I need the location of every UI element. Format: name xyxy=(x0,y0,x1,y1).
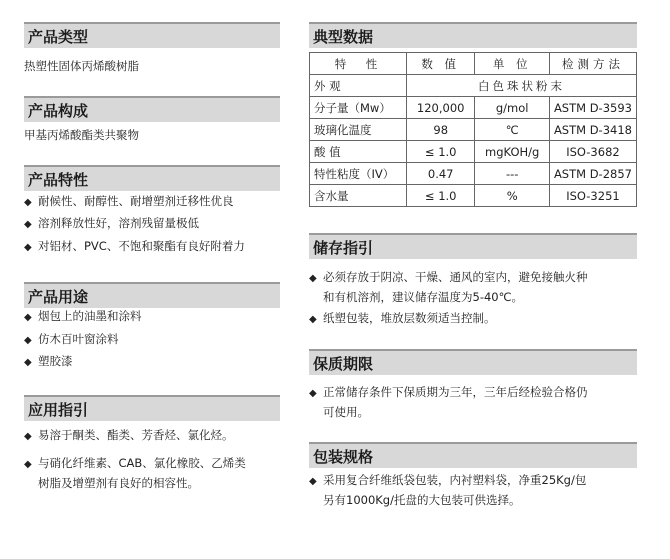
shelf-life-heading: 保质期限 xyxy=(309,349,637,375)
table-cell: ASTM D-3593 xyxy=(549,97,636,119)
shelf-life-item: ◆ 正常储存条件下保质期为三年，三年后经检验合格仍 可使用。 xyxy=(309,385,588,419)
diamond-bullet-icon: ◆ xyxy=(24,242,32,253)
table-cell: 分子量（Mw） xyxy=(310,97,407,119)
table-row xyxy=(310,163,637,185)
diamond-bullet-icon: ◆ xyxy=(24,357,32,368)
typical-data-table xyxy=(309,52,637,207)
table-header-row xyxy=(310,53,637,75)
diamond-bullet-icon: ◆ xyxy=(309,314,317,325)
table-cell: ASTM D-2857 xyxy=(549,163,636,185)
table-row xyxy=(310,97,637,119)
uses-heading: 产品用途 xyxy=(24,282,280,308)
diamond-bullet-icon: ◆ xyxy=(24,197,32,208)
guide-item: ◆ 易溶于酮类、酯类、芳香烃、氯化烃。 xyxy=(24,426,234,446)
table-cell: ISO-3682 xyxy=(549,141,636,163)
table-cell: 玻璃化温度 xyxy=(310,119,407,141)
guide-item: ◆ 与硝化纤维素、CAB、氯化橡胶、乙烯类 树脂及增塑剂有良好的相容性。 xyxy=(24,456,246,490)
guide-heading: 应用指引 xyxy=(24,395,280,421)
table-cell: ISO-3251 xyxy=(549,185,636,207)
table-cell: 0.47 xyxy=(406,163,474,185)
packing-heading: 包装规格 xyxy=(309,442,637,468)
table-cell: g/mol xyxy=(475,97,550,119)
diamond-bullet-icon: ◆ xyxy=(309,388,317,399)
table-row xyxy=(310,141,637,163)
table-cell: ℃ xyxy=(475,119,550,141)
product-type-heading: 产品类型 xyxy=(24,22,280,48)
product-type-text: 热塑性固体丙烯酸树脂 xyxy=(24,59,139,73)
table-cell: 120,000 xyxy=(406,97,474,119)
composition-text: 甲基丙烯酸酯类共聚物 xyxy=(24,128,139,142)
table-row xyxy=(310,75,637,97)
feature-item: ◆ 对铝材、PVC、不饱和聚酯有良好附着力 xyxy=(24,235,245,259)
table-cell: --- xyxy=(475,163,550,185)
table-cell: % xyxy=(475,185,550,207)
table-cell: ≤ 1.0 xyxy=(406,141,474,163)
diamond-bullet-icon: ◆ xyxy=(24,431,32,442)
table-cell: 含水量 xyxy=(310,185,407,207)
table-cell: 98 xyxy=(406,119,474,141)
table-header: 检测方法 xyxy=(549,53,636,75)
storage-item: ◆ 必须存放于阴凉、干燥、通风的室内，避免接触火种 和有机溶剂，建议储存温度为5-40℃。 xyxy=(309,270,588,304)
feature-item: ◆ 溶剂释放性好，溶剂残留量极低 xyxy=(24,212,199,236)
table-cell: 外 观 xyxy=(310,75,407,97)
table-cell: ASTM D-3418 xyxy=(549,119,636,141)
composition-heading: 产品构成 xyxy=(24,96,280,122)
diamond-bullet-icon: ◆ xyxy=(24,219,32,230)
feature-item: ◆ 耐候性、耐醇性、耐增塑剂迁移性优良 xyxy=(24,190,234,214)
diamond-bullet-icon: ◆ xyxy=(309,476,317,487)
table-cell: 酸 值 xyxy=(310,141,407,163)
table-row xyxy=(310,185,637,207)
table-header: 特 性 xyxy=(310,53,407,75)
table-cell: ≤ 1.0 xyxy=(406,185,474,207)
storage-heading: 储存指引 xyxy=(309,233,637,259)
table-header: 数 值 xyxy=(406,53,474,75)
typical-data-heading: 典型数据 xyxy=(309,22,637,48)
use-item: ◆ 仿木百叶窗涂料 xyxy=(24,328,119,352)
packing-item: ◆ 采用复合纤维纸袋包装，内衬塑料袋，净重25Kg/包 另有1000Kg/托盘的大包装可供选择。 xyxy=(309,473,587,507)
use-item: ◆ 塑胶漆 xyxy=(24,350,73,374)
diamond-bullet-icon: ◆ xyxy=(309,273,317,284)
table-row xyxy=(310,119,637,141)
diamond-bullet-icon: ◆ xyxy=(24,459,32,470)
diamond-bullet-icon: ◆ xyxy=(24,312,32,323)
diamond-bullet-icon: ◆ xyxy=(24,335,32,346)
features-heading: 产品特性 xyxy=(24,165,280,191)
table-cell: 白色珠状粉末 xyxy=(406,75,636,97)
use-item: ◆ 烟包上的油墨和涂料 xyxy=(24,305,142,329)
table-cell: 特性粘度（IV） xyxy=(310,163,407,185)
table-header: 单 位 xyxy=(475,53,550,75)
storage-item: ◆ 纸塑包装，堆放层数须适当控制。 xyxy=(309,309,496,329)
table-cell: mgKOH/g xyxy=(475,141,550,163)
